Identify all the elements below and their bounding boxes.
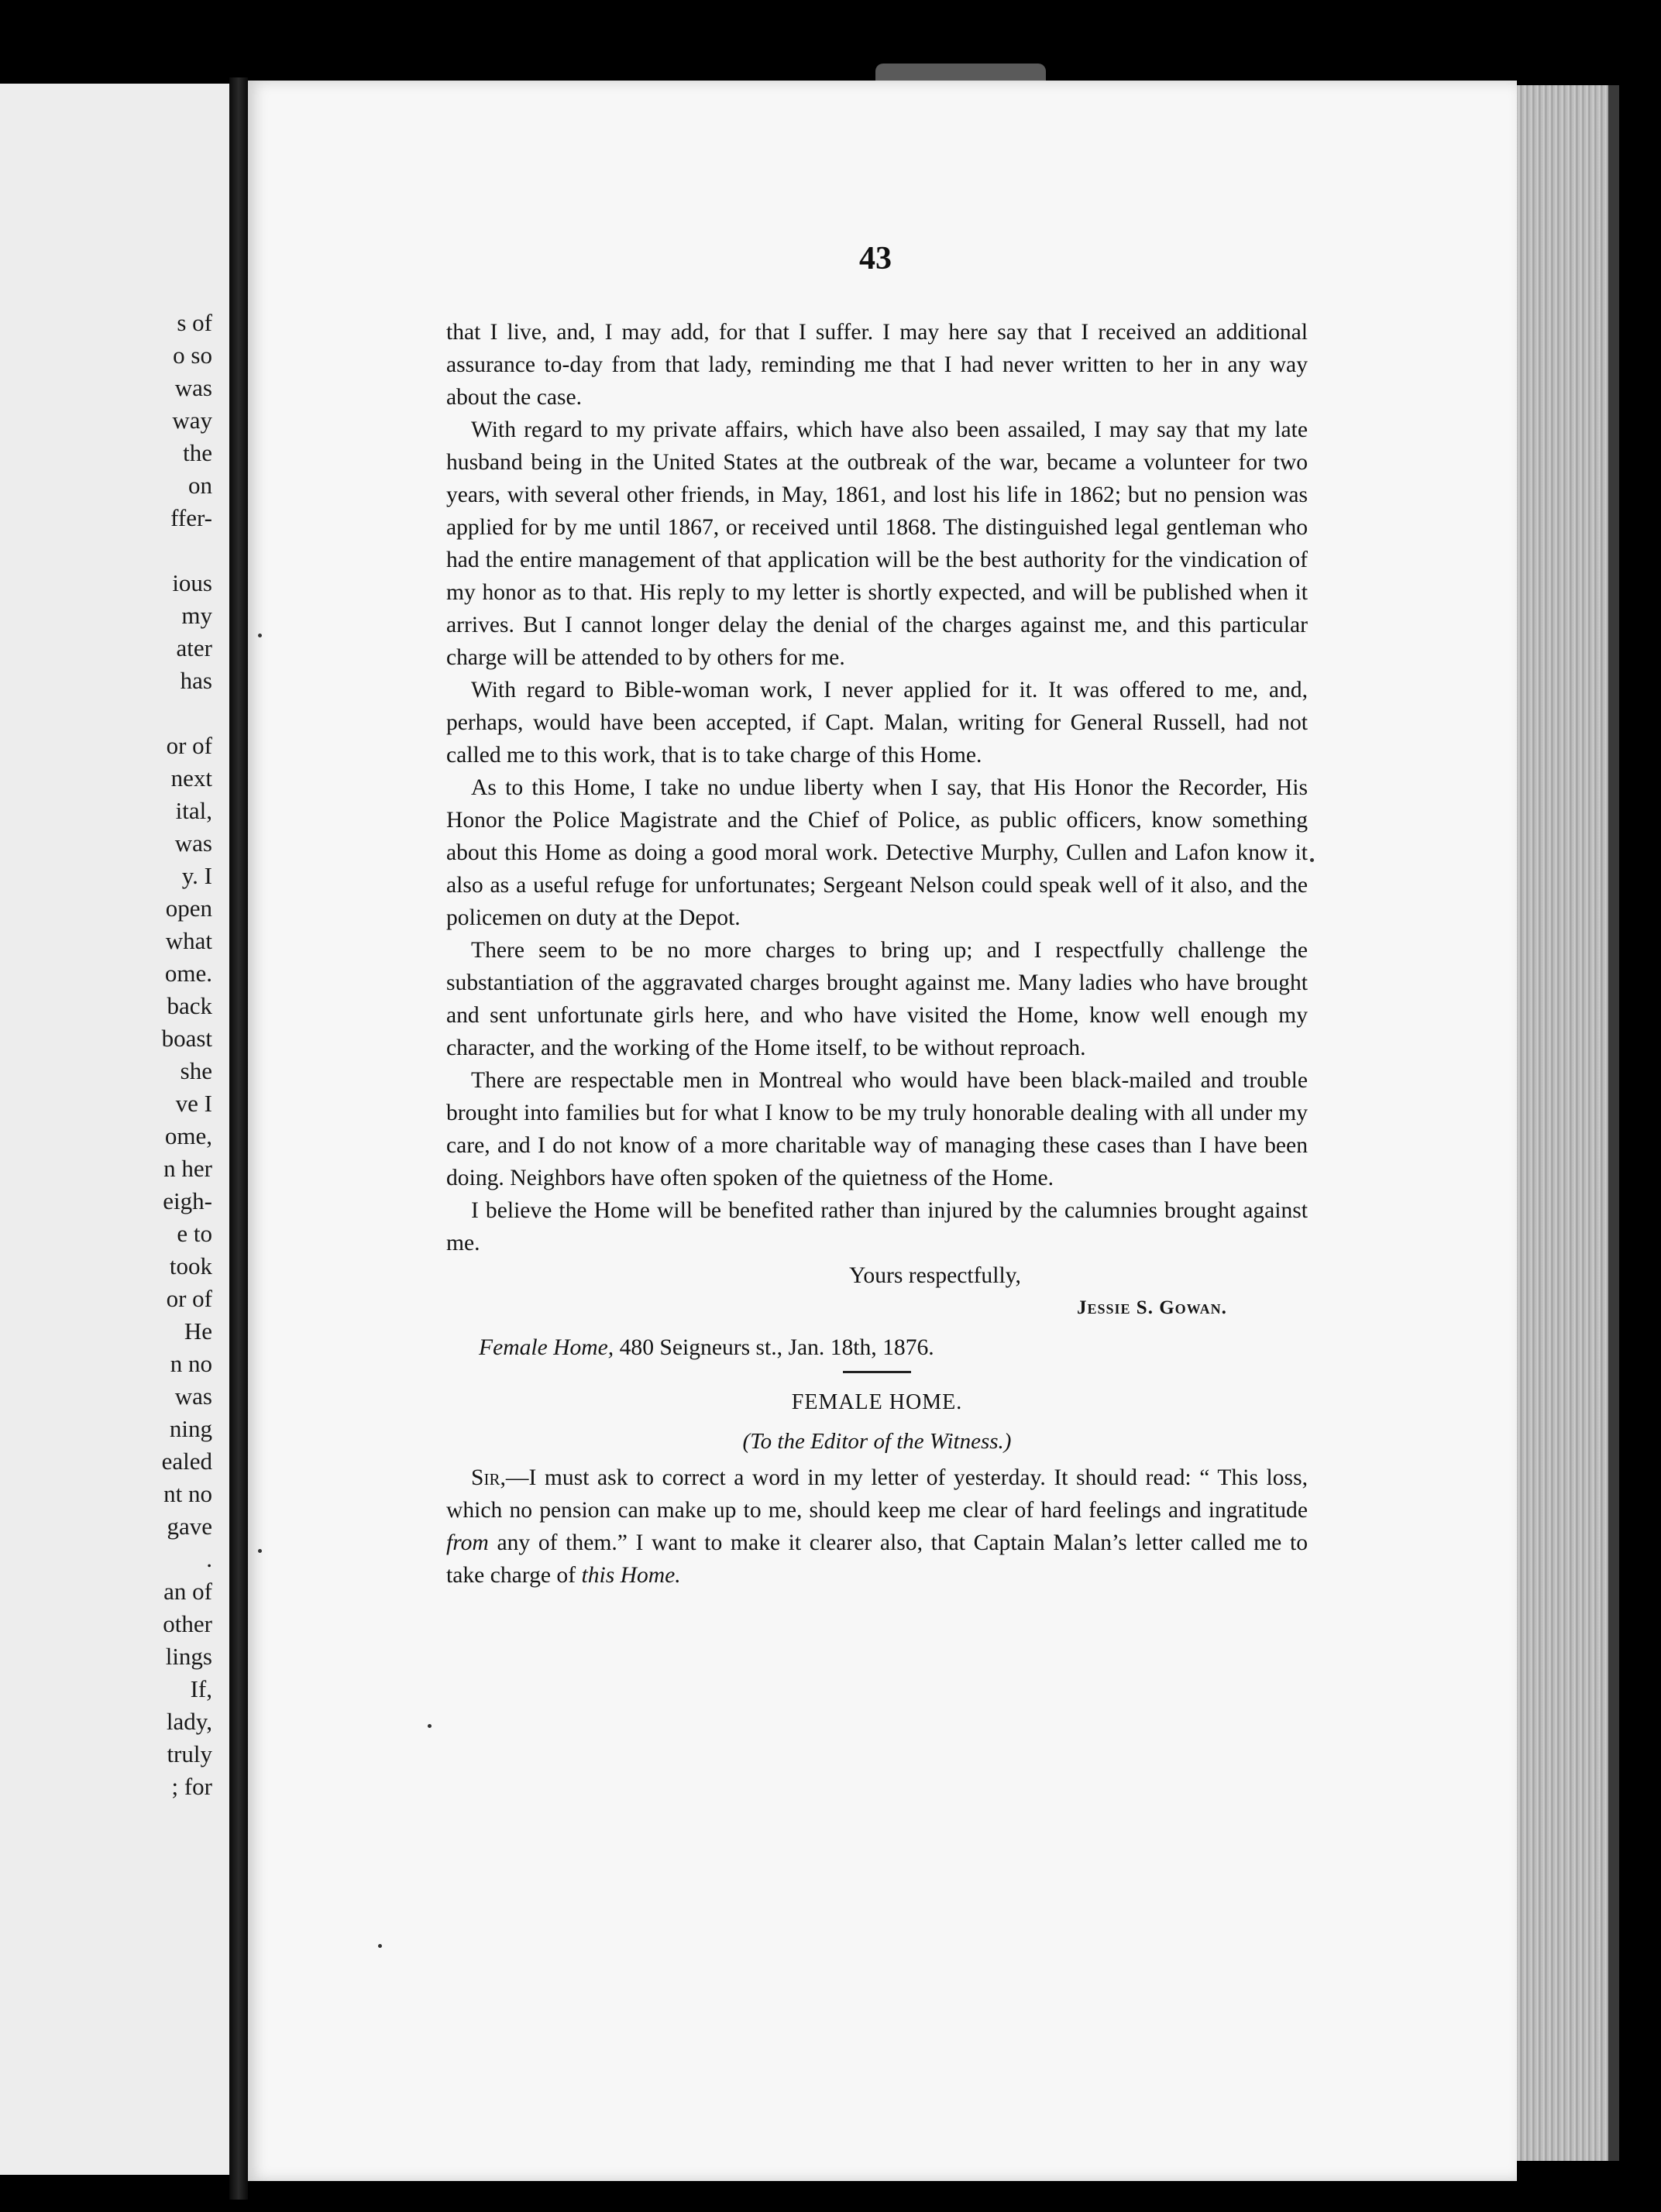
previous-page-line: eigh- xyxy=(163,1187,212,1214)
correction-emphasis: from xyxy=(446,1530,489,1555)
closing: Yours respectfully, xyxy=(849,1263,1021,1288)
paper-speck xyxy=(258,1549,262,1553)
previous-page-line: e to xyxy=(177,1220,212,1247)
paragraph: As to this Home, I take no undue liberty when I say, that His Honor the Recorder, His Honor the Police Magistrate and the Chief of Police, as public officers, know something about this Home as doing a good moral work. Detective Murphy, Cullen and Lafon know it also as a useful refuge for unfortunates; Sergeant Nelson could speak well of it also, and the policemen on duty at the Depot. xyxy=(446,775,1308,930)
section-title: FEMALE HOME. xyxy=(791,1390,963,1414)
previous-page-line: nt no xyxy=(163,1480,212,1507)
previous-page-line: was xyxy=(174,374,212,401)
previous-page-line: boast xyxy=(161,1025,212,1052)
previous-page-line: other xyxy=(163,1610,212,1637)
previous-page-line: o so xyxy=(173,342,212,369)
salutation: Sir, xyxy=(471,1465,506,1490)
signoff xyxy=(446,1259,1308,1331)
previous-page-line: was xyxy=(174,830,212,857)
dateline xyxy=(479,1331,1308,1365)
previous-page-line: n her xyxy=(163,1155,212,1182)
previous-page-line: ater xyxy=(176,634,212,661)
previous-page-line: she xyxy=(180,1057,212,1084)
paragraph: With regard to my private affairs, which have also been assailed, I may say that my late husband being in the United States at the outbreak of the war, became a volunteer for two years, with several other friends, in May, 1861, and lost his life in 1862; but no pension was applied for by me until 1867, or received until 1868. The distinguished legal gentleman who had the entire management of that application will be the best authority for the vindication of my honor as to that. His reply to my letter is shortly expected, and will be published when it arrives. But I cannot longer delay the denial of the charges against me, and this particular charge will be attended to by others for me. xyxy=(446,417,1308,670)
signature: Jessie S. Gowan. xyxy=(1077,1297,1227,1318)
paper-speck xyxy=(1310,858,1314,862)
previous-page-line: lings xyxy=(165,1643,212,1670)
previous-page-line: ve I xyxy=(175,1090,212,1117)
previous-page-line: or of xyxy=(166,1285,212,1312)
previous-page-line: n no xyxy=(170,1350,212,1377)
previous-page-line: y. I xyxy=(181,862,212,889)
section-divider xyxy=(843,1371,911,1373)
correction-text-1: —I must ask to correct a word in my letter of yesterday. It should read: “ This loss, which no pension can make up to me, should keep me clear of hard feelings and ingratitude xyxy=(446,1465,1308,1523)
paragraph: There seem to be no more charges to bring up; and I respectfully challenge the substantiation of the aggravated charges brought against me. Many ladies who have brought and sent unfortunate girls here, and who have visited the Home, know well enough my character, and the working of the Home itself, to be without reproach. xyxy=(446,938,1308,1060)
previous-page-line: what xyxy=(165,927,212,954)
paragraph: There are respectable men in Montreal who would have been black-mailed and trouble brought into families but for what I know to be my truly honorable dealing with all under my care, and I do not know of a more charitable way of managing these cases than I have been doing. Neighbors have often spoken of the quietness of the Home. xyxy=(446,1068,1308,1190)
book-gutter xyxy=(229,77,248,2200)
correction-paragraph xyxy=(446,1462,1308,1592)
paper-speck xyxy=(258,634,262,637)
previous-page-text xyxy=(57,307,212,1803)
correction-closing: this Home. xyxy=(581,1563,681,1588)
previous-page-line: ; for xyxy=(171,1773,212,1800)
previous-page-line: ital, xyxy=(175,797,212,824)
previous-page-line: an of xyxy=(163,1578,212,1605)
section-subtitle: (To the Editor of the Witness.) xyxy=(742,1429,1012,1454)
paper-speck xyxy=(428,1724,432,1728)
previous-page-line: was xyxy=(174,1382,212,1410)
page-number: 43 xyxy=(859,241,892,276)
previous-page-line: truly xyxy=(167,1740,212,1767)
previous-page-line: my xyxy=(181,602,212,629)
previous-page-line: . xyxy=(206,1545,212,1572)
previous-page-line: s of xyxy=(177,309,212,336)
previous-page-line: next xyxy=(170,764,212,792)
previous-page-line: open xyxy=(165,895,212,922)
previous-page-line: ome, xyxy=(164,1122,212,1149)
previous-page xyxy=(0,84,229,2175)
previous-page-line xyxy=(57,534,212,567)
previous-page-line: ffer- xyxy=(170,504,212,531)
previous-page-line: back xyxy=(167,992,212,1019)
previous-page-line: gave xyxy=(167,1513,212,1540)
previous-page-line: ealed xyxy=(161,1448,212,1475)
page-edge-shadow xyxy=(1608,85,1619,2161)
previous-page-line: ning xyxy=(169,1415,212,1442)
previous-page-line: lady, xyxy=(166,1708,212,1735)
dateline-rest: 480 Seigneurs st., Jan. 18th, 1876. xyxy=(614,1335,934,1360)
dateline-place: Female Home, xyxy=(479,1335,614,1360)
previous-page-line: the xyxy=(183,439,212,466)
previous-page-line: or of xyxy=(166,732,212,759)
previous-page-line: on xyxy=(188,472,212,499)
previous-page-line: If, xyxy=(190,1675,212,1702)
previous-page-line: ious xyxy=(172,569,212,596)
previous-page-line xyxy=(57,697,212,730)
correction-text-2: any of them.” I want to make it clearer also, that Captain Malan’s letter called me to take charge of xyxy=(446,1530,1308,1588)
paragraph: that I live, and, I may add, for that I suffer. I may here say that I received an additional assurance to-day from that lady, reminding me that I had never written to her in any way about the case. xyxy=(446,320,1308,410)
previous-page-line: ome. xyxy=(164,960,212,987)
previous-page-line: way xyxy=(172,407,212,434)
previous-page-line: has xyxy=(180,667,212,694)
paragraph: I believe the Home will be benefited rather than injured by the calumnies brought against me. xyxy=(446,1198,1308,1255)
letter-body xyxy=(446,316,1308,1592)
previous-page-line: took xyxy=(169,1252,212,1279)
page-edges xyxy=(1517,85,1608,2161)
previous-page-line: He xyxy=(184,1317,212,1345)
paper-speck xyxy=(378,1944,382,1948)
paragraph: With regard to Bible-woman work, I never applied for it. It was offered to me, and, perhaps, would have been accepted, if Capt. Malan, writing for General Russell, had not called me to this work, that is to take charge of this Home. xyxy=(446,678,1308,768)
